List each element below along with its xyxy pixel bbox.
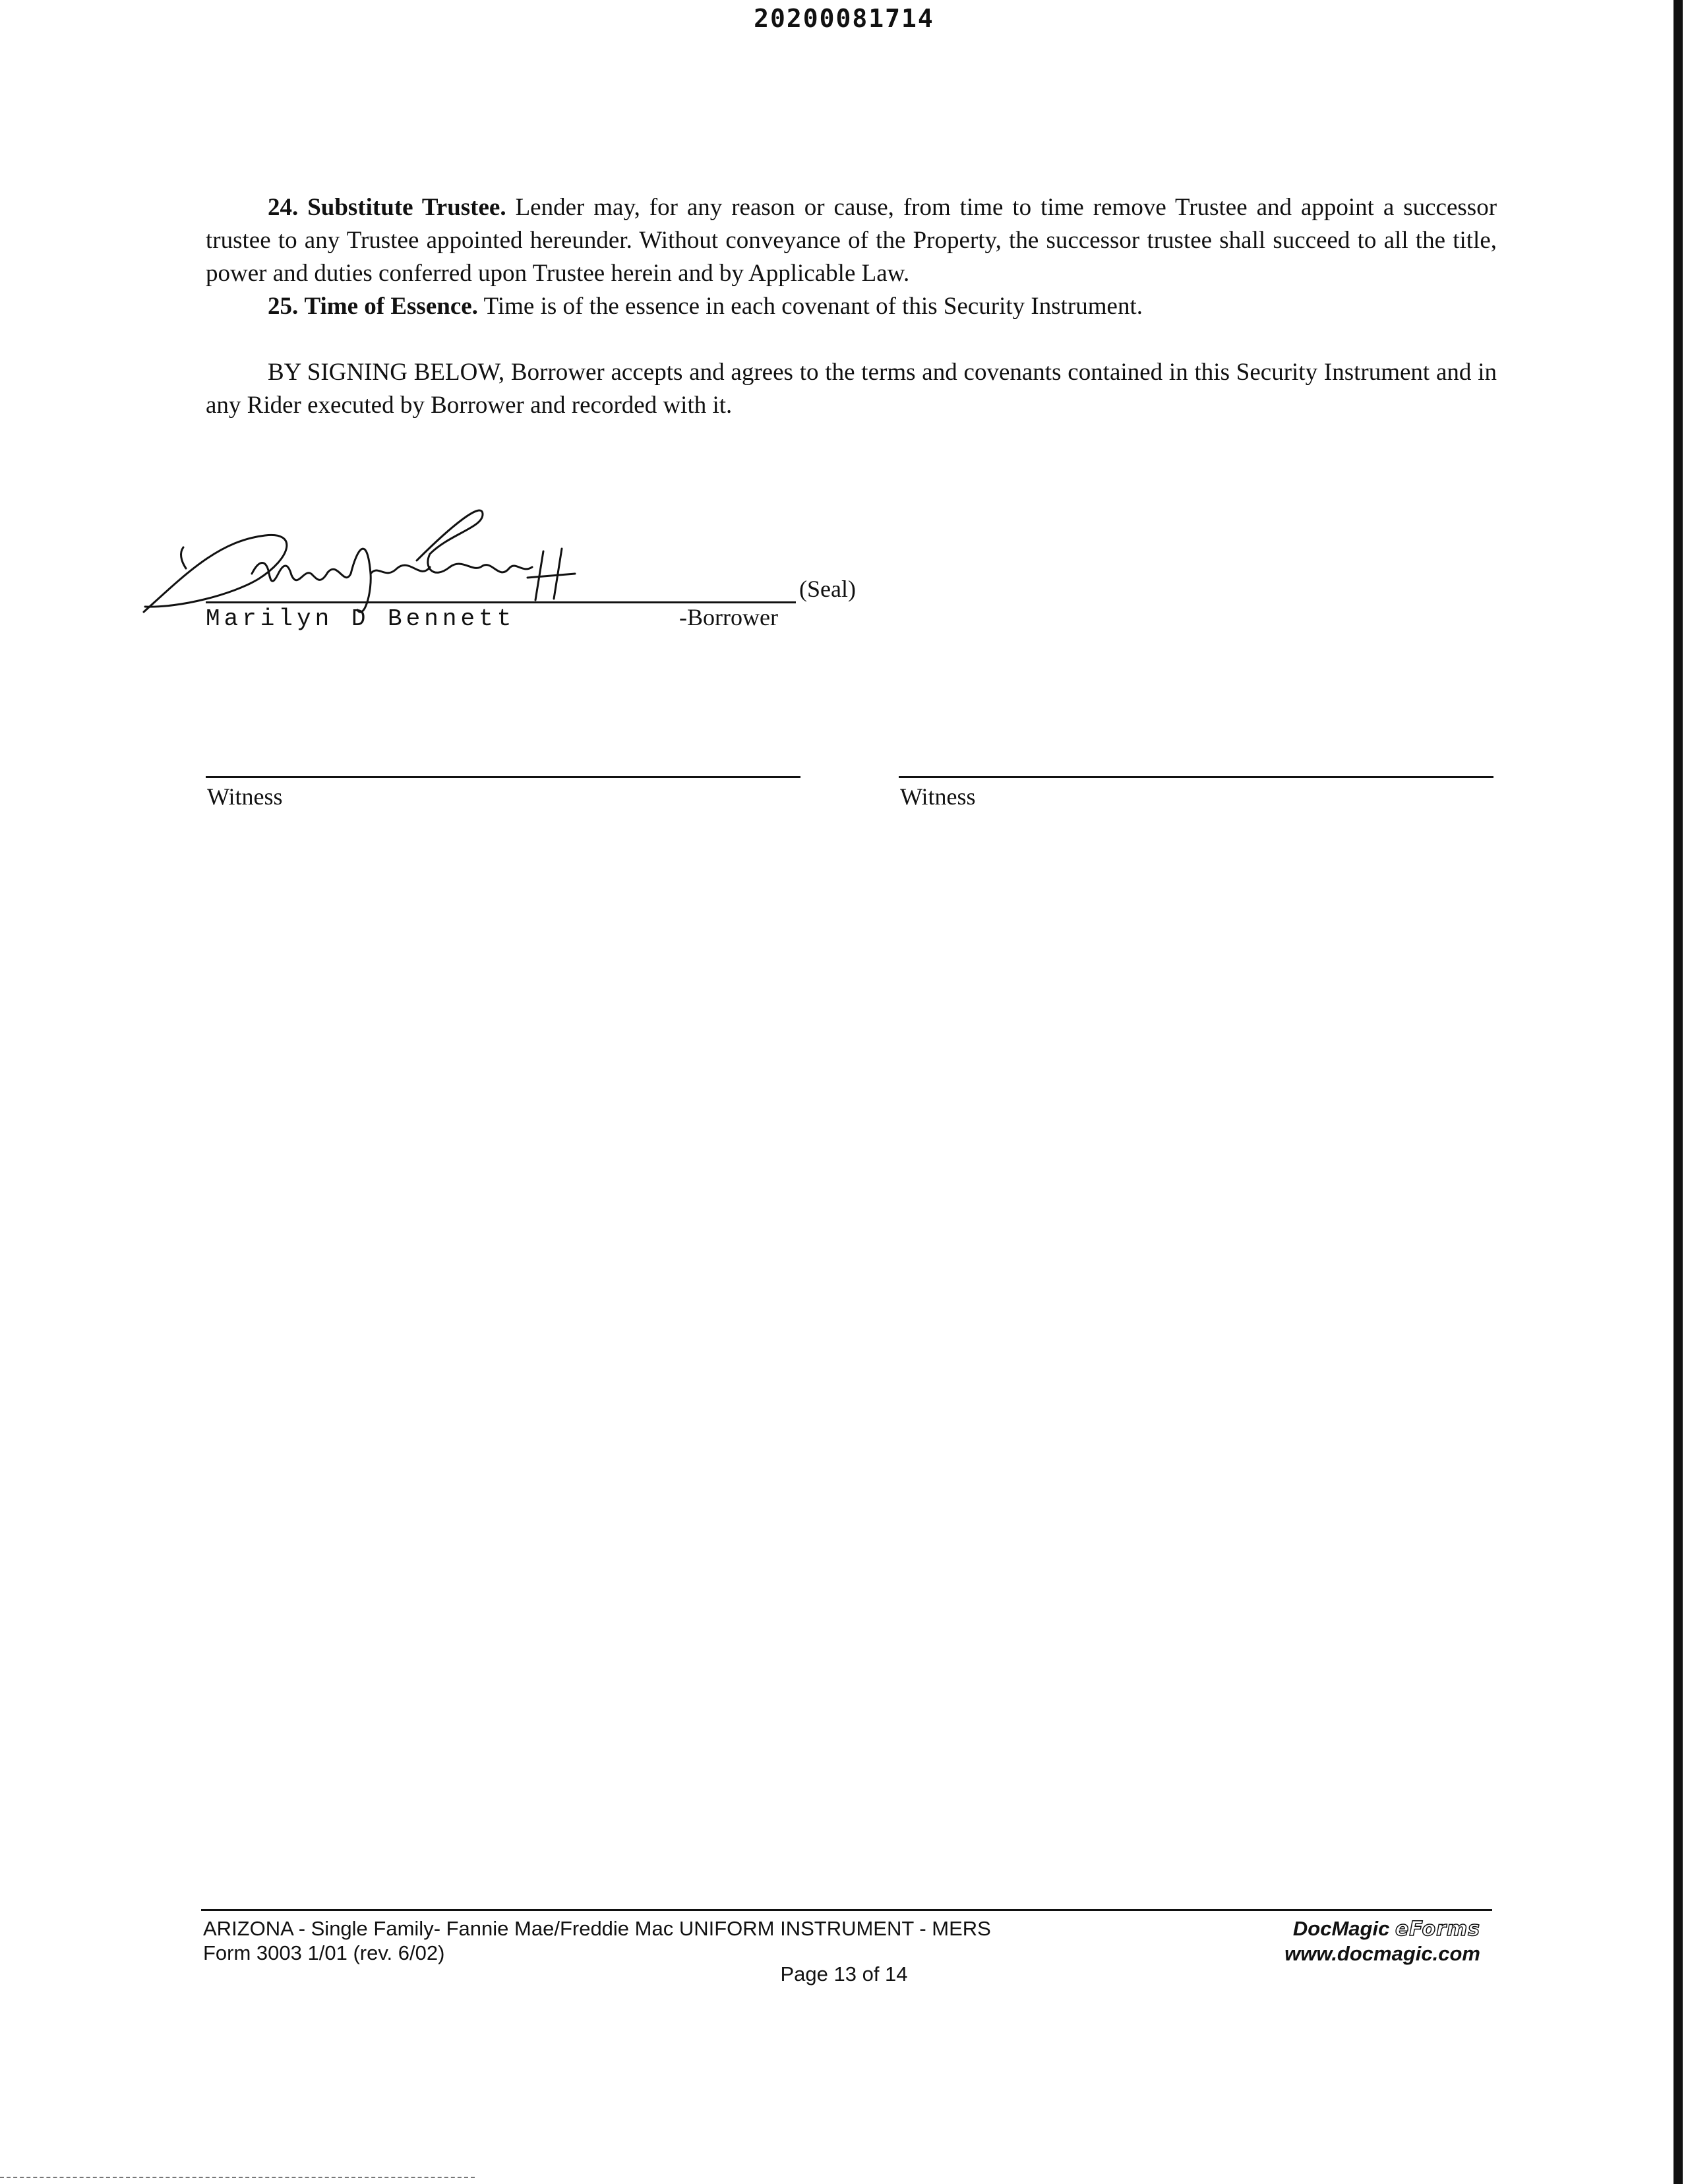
signer-name: Marilyn D Bennett: [206, 605, 516, 632]
section-24-title: Substitute Trustee.: [307, 194, 506, 221]
brand-eforms: eForms: [1395, 1918, 1480, 1941]
section-25-number: 25.: [268, 293, 299, 320]
brand-url: www.docmagic.com: [1284, 1942, 1480, 1965]
document-body: [206, 191, 1497, 422]
section-24-number: 24.: [268, 194, 299, 221]
footer-form-info: [203, 1916, 991, 1965]
recording-number: 20200081714: [754, 4, 934, 33]
section-25-paragraph: [206, 290, 1497, 323]
borrower-role-label: -Borrower: [679, 604, 778, 630]
page-number: Page 13 of 14: [780, 1962, 908, 1986]
brand-name: DocMagic: [1292, 1917, 1390, 1940]
witness-1-label: Witness: [207, 783, 283, 810]
form-number: Form 3003 1/01 (rev. 6/02): [203, 1941, 445, 1964]
section-24-text: Lender may, for any reason or cause, from time to time remove Trustee and appoint a successor trustee to any Trustee appointed hereunder. Without conveyance of the Property, the successor trustee shall succeed to all the title, power and duties conferred upon Trustee herein and by Applicable Law.: [206, 194, 1497, 287]
section-25-text: Time is of the essence in each covenant of this Security Instrument.: [483, 293, 1143, 320]
footer-rule: [201, 1909, 1492, 1911]
scan-artifact-line: [0, 2177, 475, 2178]
witness-1-signature-line: [206, 776, 800, 778]
docmagic-logo: [1284, 1916, 1480, 1966]
witness-2-signature-line: [899, 776, 1493, 778]
section-25-title: Time of Essence.: [304, 293, 478, 320]
section-24-paragraph: [206, 191, 1497, 290]
scan-edge-bar: [1673, 0, 1683, 2184]
closing-statement: BY SIGNING BELOW, Borrower accepts and agrees to the terms and covenants contained in this Security Instrument and in any Rider executed by Borrower and recorded with it.: [206, 359, 1497, 419]
seal-label: (Seal): [799, 576, 856, 602]
borrower-signature-block: [140, 495, 856, 653]
form-title: ARIZONA - Single Family- Fannie Mae/Freddie Mac UNIFORM INSTRUMENT - MERS: [203, 1917, 991, 1940]
witness-2-label: Witness: [900, 783, 976, 810]
